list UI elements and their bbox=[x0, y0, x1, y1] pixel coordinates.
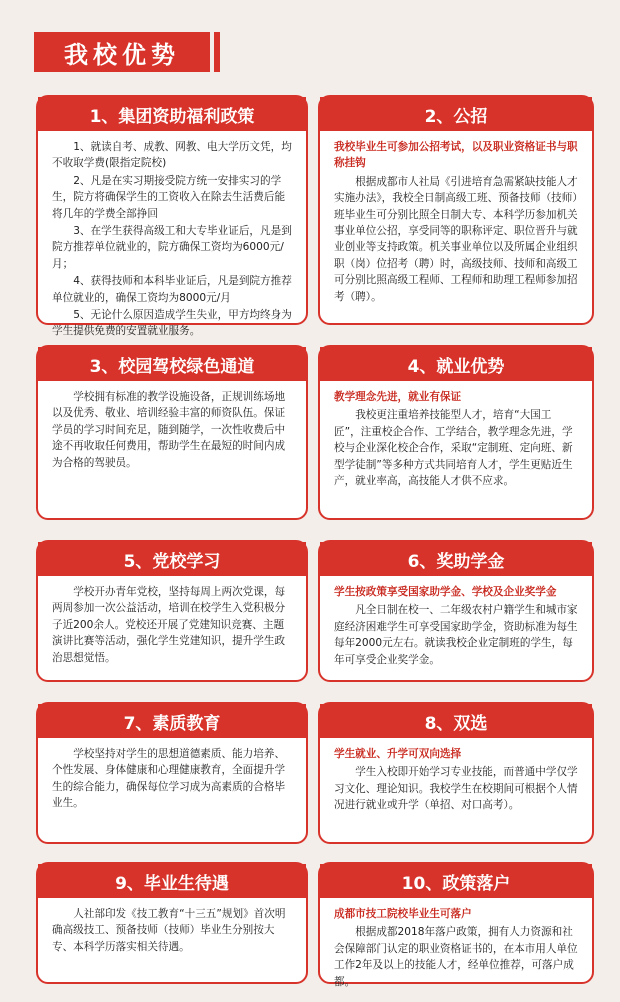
card-highlight: 教学理念先进，就业有保证 bbox=[334, 391, 462, 403]
card-household-registration bbox=[318, 862, 594, 988]
card-body bbox=[320, 381, 592, 496]
card-scholarship bbox=[318, 540, 594, 682]
card-body bbox=[38, 381, 306, 478]
card-title: 8、双选 bbox=[320, 704, 592, 738]
card-body bbox=[38, 131, 306, 347]
card-dual-choice bbox=[318, 702, 594, 844]
card-paragraph: 1、就读自考、成教、网教、电大学历文凭，均不收取学费(限指定院校) bbox=[52, 141, 292, 170]
card-title: 7、素质教育 bbox=[38, 704, 306, 738]
card-title: 4、就业优势 bbox=[320, 347, 592, 381]
card-highlight: 我校毕业生可参加公招考试，以及职业资格证书与职称挂钩 bbox=[334, 141, 578, 170]
card-paragraph: 3、在学生获得高级工和大专毕业证后，凡是到院方推荐单位就业的，院方确保工资均为6000元/月； bbox=[52, 225, 292, 270]
title-accent-bar bbox=[214, 32, 220, 72]
card-paragraph: 2、凡是在实习期接受院方统一安排实习的学生，院方将确保学生的工资收入在除去生活费后能将几年的学费全部挣回 bbox=[52, 174, 286, 220]
card-highlight: 学生就业、升学可双向选择 bbox=[334, 748, 462, 760]
card-party-school bbox=[36, 540, 308, 682]
card-public-recruitment bbox=[318, 95, 594, 325]
card-title: 5、党校学习 bbox=[38, 542, 306, 576]
card-body bbox=[38, 576, 306, 673]
card-paragraph: 5、无论什么原因造成学生失业，甲方均终身为学生提供免费的安置就业服务。 bbox=[52, 309, 292, 338]
page-title: 我校优势 bbox=[34, 32, 210, 72]
card-body bbox=[320, 898, 592, 997]
card-graduate-treatment bbox=[36, 862, 308, 984]
card-body bbox=[38, 898, 306, 962]
card-paragraph: 凡全日制在校一、二年级农村户籍学生和城市家庭经济困难学生可享受国家助学金，资助标准为每生每年2000元左右。就读我校企业定制班的学生，每年可享受企业奖学金。 bbox=[334, 604, 578, 666]
card-title: 2、公招 bbox=[320, 97, 592, 131]
card-paragraph: 根据成都市人社局《引进培育急需紧缺技能人才实施办法》，我校全日制高级工班、预备技师（技师）班毕业生可分别比照全日制大专、本科学历参加机关事业单位公招，享受同等的职称评定、职位晋升与就业创业等支持政策。机关事业单位以及所属企业组织职（岗）位招考（聘）时，高级技师、技师和高级工可分别比照高级工程师、工程师和助理工程师参加招考（聘）。 bbox=[334, 175, 578, 303]
card-highlight: 成都市技工院校毕业生可落户 bbox=[334, 908, 472, 920]
card-title: 9、毕业生待遇 bbox=[38, 864, 306, 898]
card-title: 6、奖助学金 bbox=[320, 542, 592, 576]
card-paragraph: 4、获得技师和本科毕业证后，凡是到院方推荐单位就业的，确保工资均为8000元/月 bbox=[52, 275, 292, 304]
card-highlight: 学生按政策享受国家助学金、学校及企业奖学金 bbox=[334, 586, 557, 598]
card-title: 1、集团资助福利政策 bbox=[38, 97, 306, 131]
card-paragraph: 我校更注重培养技能型人才，培育“大国工匠”，注重校企合作、工学结合，教学理念先进，学校与企业深化校企合作，采取“定制班、定向班、新型学徒制”等多种方式共同培育人才，学生更贴近生产，就业率高，高技能人才供不应求。 bbox=[334, 409, 573, 488]
card-paragraph: 学校拥有标准的教学设施设备，正规训练场地以及优秀、敬业、培训经验丰富的师资队伍。保证学员的学习时间充足，随到随学，一次性收费后中途不再收取任何费用，帮助学生在最短的时间内成为合格的驾驶员。 bbox=[52, 391, 286, 469]
card-paragraph: 根据成都2018年落户政策，拥有人力资源和社会保障部门认定的职业资格证书的，在本市用人单位工作2年及以上的技能人才，经单位推荐，可落户成都。 bbox=[334, 926, 578, 988]
card-body bbox=[38, 738, 306, 819]
card-title: 3、校园驾校绿色通道 bbox=[38, 347, 306, 381]
card-body bbox=[320, 576, 592, 675]
card-body bbox=[320, 131, 592, 312]
card-driving-school bbox=[36, 345, 308, 520]
card-welfare-policy bbox=[36, 95, 308, 338]
card-title: 10、政策落户 bbox=[320, 864, 592, 898]
card-paragraph: 学生入校即开始学习专业技能，而普通中学仅学习文化、理论知识。我校学生在校期间可根据个人情况进行就业或升学（单招、对口高考）。 bbox=[334, 766, 578, 812]
card-quality-education bbox=[36, 702, 308, 844]
card-paragraph: 学校坚持对学生的思想道德素质、能力培养、个性发展、身体健康和心理健康教育，全面提升学生的综合能力，确保每位学习成为高素质的合格毕业生。 bbox=[52, 748, 286, 810]
card-body bbox=[320, 738, 592, 821]
card-paragraph: 人社部印发《技工教育“十三五”规划》首次明确高级技工、预备技师（技师）毕业生分别按大专、本科学历落实相关待遇。 bbox=[52, 908, 286, 953]
card-employment-advantage bbox=[318, 345, 594, 520]
card-paragraph: 学校开办青年党校，坚持每周上两次党课，每两周参加一次公益活动，培训在校学生入党积极分子近200余人。党校还开展了党建知识竞赛、主题演讲比赛等活动，强化学生党建知识，提升学生政治思想觉悟。 bbox=[52, 586, 286, 664]
